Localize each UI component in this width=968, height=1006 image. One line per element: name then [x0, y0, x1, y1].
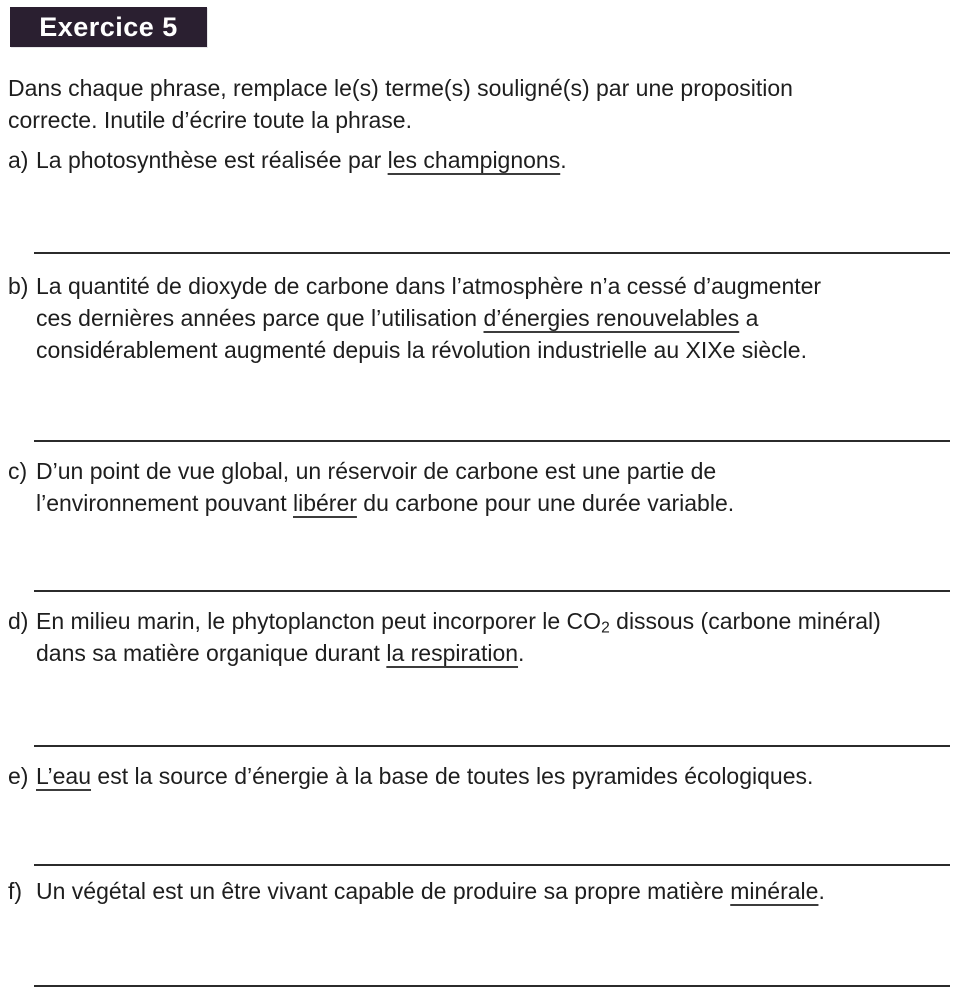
exercise-item-d — [8, 605, 958, 669]
exercise-item-c — [8, 455, 958, 519]
text-segment: a — [739, 305, 759, 331]
underlined-term: les champignons — [387, 147, 561, 173]
item-label: d) — [8, 608, 29, 634]
underlined-term: d’énergies renouvelables — [483, 305, 740, 331]
item-text — [36, 760, 958, 792]
answer-line — [34, 440, 950, 442]
item-label: a) — [8, 147, 29, 173]
text-segment: l’environnement pouvant — [36, 490, 293, 516]
instructions-line: correcte. Inutile d’écrire toute la phrase. — [8, 107, 412, 133]
answer-line — [34, 745, 950, 747]
text-segment: . — [518, 640, 525, 666]
text-segment: ces dernières années parce que l’utilisation — [36, 305, 484, 331]
underlined-term: minérale — [730, 878, 819, 904]
text-segment: . — [560, 147, 567, 173]
text-segment: dans sa matière organique durant — [36, 640, 387, 666]
item-text — [36, 455, 958, 519]
instructions-line: Dans chaque phrase, remplace le(s) terme(s) souligné(s) par une proposition — [8, 75, 793, 101]
text-segment: considérablement augmenté depuis la révolution industrielle au XIXe siècle. — [36, 337, 807, 363]
item-label: c) — [8, 458, 28, 484]
text-segment: La photosynthèse est réalisée par — [36, 147, 388, 173]
co2-subscript: 2 — [601, 619, 610, 637]
text-segment: est la source d’énergie à la base de toutes les pyramides écologiques. — [91, 763, 814, 789]
exercise-item-a — [8, 144, 958, 176]
answer-line — [34, 864, 950, 866]
item-text — [36, 605, 958, 669]
underlined-term: la respiration — [386, 640, 519, 666]
text-segment: . — [818, 878, 825, 904]
answer-line — [34, 590, 950, 592]
exercise-badge-label: Exercice 5 — [39, 11, 178, 42]
text-segment: du carbone pour une durée variable. — [356, 490, 735, 516]
item-text — [36, 144, 958, 176]
answer-line — [34, 985, 950, 987]
text-segment: En milieu marin, le phytoplancton peut incorporer le CO — [36, 608, 602, 634]
underlined-term: libérer — [293, 490, 357, 516]
exercise-item-f — [8, 875, 958, 907]
text-segment: D’un point de vue global, un réservoir de carbone est une partie de — [36, 458, 717, 484]
text-segment: La quantité de dioxyde de carbone dans l’atmosphère n’a cessé d’augmenter — [36, 273, 822, 299]
underlined-term: L’eau — [36, 763, 92, 789]
item-label: e) — [8, 763, 29, 789]
exercise-item-e — [8, 760, 958, 792]
instructions-paragraph — [8, 72, 958, 136]
item-label: b) — [8, 273, 29, 299]
exercise-badge — [10, 7, 207, 47]
text-segment: dissous (carbone minéral) — [609, 608, 881, 634]
item-text — [36, 270, 958, 366]
item-label: f) — [8, 878, 23, 904]
exercise-item-b — [8, 270, 958, 366]
text-segment: Un végétal est un être vivant capable de produire sa propre matière — [36, 878, 731, 904]
answer-line — [34, 252, 950, 254]
item-text — [36, 875, 958, 907]
